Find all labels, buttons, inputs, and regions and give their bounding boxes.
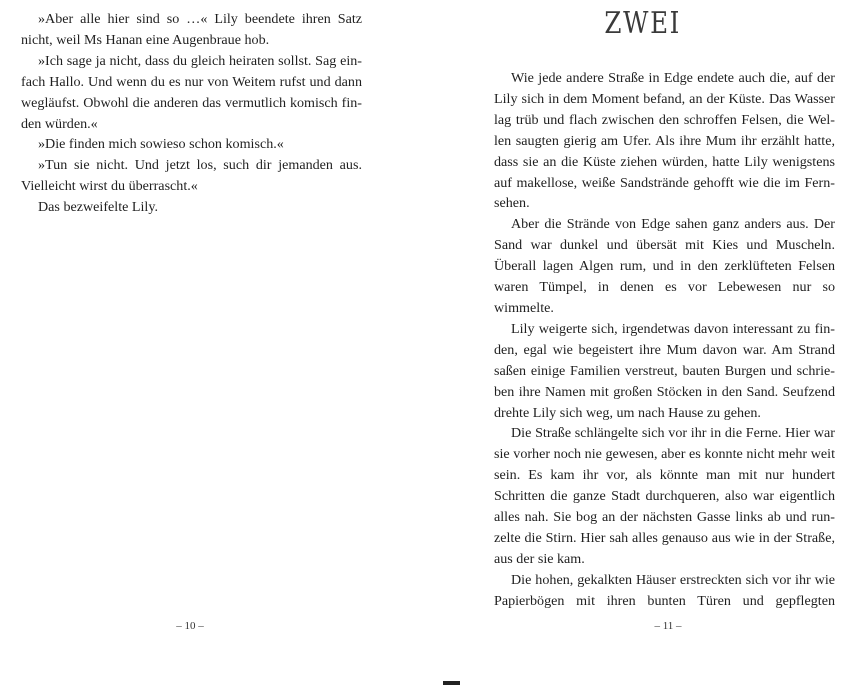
right-page [428,0,857,685]
paragraph: »Ich sage ja nicht, dass du gleich heiraten sollst. Sag ein-fach Hallo. Und wenn du es nur von Weitem rufst und dann wegläufst. Obwohl die anderen das vermutlich komisch fin-den würden.« [21,52,362,132]
paragraph: Das bezweifelte Lily. [38,199,159,216]
paragraph: Die hohen, gekalkten Häuser erstreckten sich vor ihr wie Papierbögen mit ihren bunten Türen und gepflegten [494,571,835,609]
chapter-title [428,6,857,41]
paragraph: Lily weigerte sich, irgendetwas davon interessant zu fin-den, egal wie begeistert ihre Mum davon war. Am Strand saßen einige Familien verstreut, bauten Burgen und schrie-ben ihre Namen mit großen Stöcken in den Sand. Seufzend drehte Lily sich weg, um nach Hause zu gehen. [494,320,835,421]
left-page [0,0,428,685]
paragraph: Aber die Strände von Edge sahen ganz anders aus. Der Sand war dunkel und übersät mit Kies und Muscheln. Überall lagen Algen rum, und in den zerklüfteten Felsen waren Tümpel, in denen es vor Lebewesen nur so wimmelte. [494,216,835,316]
left-page-text [21,9,362,218]
page-number: – 10 – [176,620,204,632]
chapter-title-text: ZWEI [604,6,681,41]
page-number: – 11 – [654,620,682,632]
paragraph: Die Straße schlängelte sich vor ihr in die Ferne. Hier war sie vorher noch nie gewesen, aber es konnte nicht mehr weit sein. Es kam ihr vor, als könnte man mit nur hundert Schritten die ganze Stadt durchqueren, also war eigentlich alles nah. Sie bog an der nächsten Gasse links ab und run-zelte die Stirn. Hier sah alles genauso aus wie in der Straße, aus der sie kam. [494,425,835,567]
scan-mark [443,681,460,685]
paragraph: Wie jede andere Straße in Edge endete auch die, auf der Lily sich in dem Moment befand, an der Küste. Das Wasser lag trüb und flach zwischen den schroffen Felsen, die Wel-len saugten gierig am Ufer. Als ihre Mum ihr erzählt hatte, dass sie an die Küste ziehen würden, hatte Lily wenigstens auf makellose, weiße Sandstrände gehofft wie die im Fern-sehen. [494,70,835,212]
right-page-text [494,68,835,612]
paragraph: »Die finden mich sowieso schon komisch.« [38,136,284,153]
paragraph: »Aber alle hier sind so …« Lily beendete ihren Satz nicht, weil Ms Hanan eine Augenbraue hob. [21,11,362,48]
paragraph: »Tun sie nicht. Und jetzt los, such dir jemanden aus. Vielleicht wirst du überrascht.« [21,157,362,195]
